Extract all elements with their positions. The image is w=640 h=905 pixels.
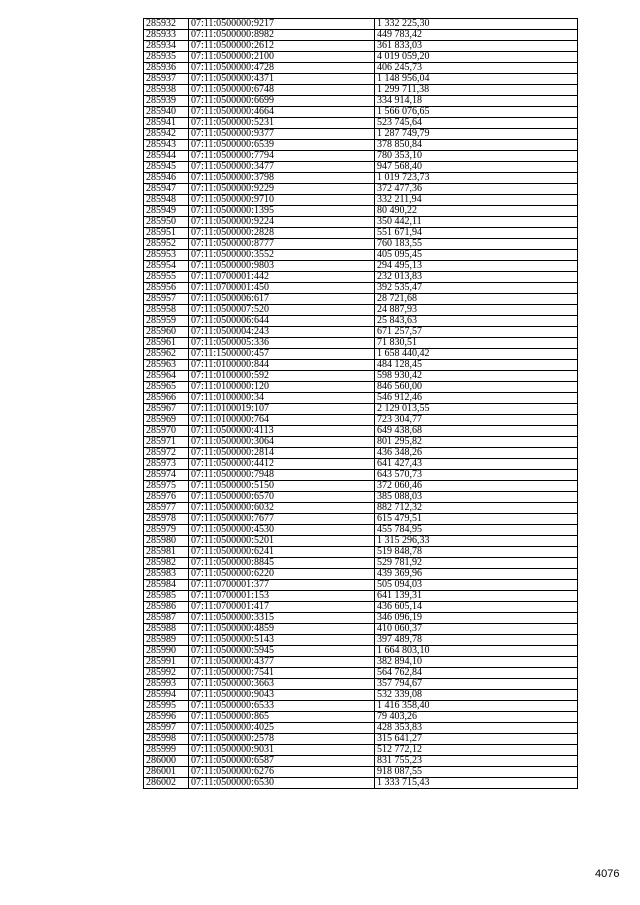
value-cell: 831 755,23 — [375, 756, 578, 767]
value-cell: 671 257,57 — [375, 327, 578, 338]
cadastral-number-cell: 07:11:0500000:5150 — [189, 481, 375, 492]
value-cell: 564 762,84 — [375, 668, 578, 679]
value-cell: 1 416 358,40 — [375, 701, 578, 712]
table-row — [144, 668, 578, 679]
cadastral-number-cell: 07:11:1500000:457 — [189, 349, 375, 360]
row-number-cell: 285973 — [144, 459, 189, 470]
value-cell: 484 128,45 — [375, 360, 578, 371]
row-number-cell: 285983 — [144, 569, 189, 580]
table-row — [144, 514, 578, 525]
row-number-cell: 285941 — [144, 118, 189, 129]
table-row — [144, 657, 578, 668]
table-row — [144, 404, 578, 415]
row-number-cell: 285982 — [144, 558, 189, 569]
cadastral-number-cell: 07:11:0700001:417 — [189, 602, 375, 613]
cadastral-number-cell: 07:11:0500000:4377 — [189, 657, 375, 668]
table-row — [144, 470, 578, 481]
cadastral-number-cell: 07:11:0500000:4728 — [189, 63, 375, 74]
cadastral-number-cell: 07:11:0100000:764 — [189, 415, 375, 426]
value-cell: 1 148 956,04 — [375, 74, 578, 85]
row-number-cell: 285932 — [144, 19, 189, 30]
table-row — [144, 613, 578, 624]
value-cell: 332 211,94 — [375, 195, 578, 206]
cadastral-number-cell: 07:11:0500000:4113 — [189, 426, 375, 437]
row-number-cell: 285980 — [144, 536, 189, 547]
cadastral-number-cell: 07:11:0500006:617 — [189, 294, 375, 305]
value-cell: 410 060,37 — [375, 624, 578, 635]
value-cell: 649 438,68 — [375, 426, 578, 437]
cadastral-number-cell: 07:11:0500000:5201 — [189, 536, 375, 547]
table-row — [144, 217, 578, 228]
row-number-cell: 285976 — [144, 492, 189, 503]
table-row — [144, 569, 578, 580]
value-cell: 392 535,47 — [375, 283, 578, 294]
table-row — [144, 481, 578, 492]
value-cell: 523 745,64 — [375, 118, 578, 129]
value-cell: 519 848,78 — [375, 547, 578, 558]
table-row — [144, 426, 578, 437]
row-number-cell: 285959 — [144, 316, 189, 327]
row-number-cell: 285993 — [144, 679, 189, 690]
value-cell: 1 299 711,38 — [375, 85, 578, 96]
table-row — [144, 767, 578, 778]
cadastral-number-cell: 07:11:0500000:6530 — [189, 778, 375, 789]
value-cell: 546 912,46 — [375, 393, 578, 404]
row-number-cell: 285972 — [144, 448, 189, 459]
table-row — [144, 701, 578, 712]
cadastral-number-cell: 07:11:0500000:3315 — [189, 613, 375, 624]
cadastral-number-cell: 07:11:0500000:3552 — [189, 250, 375, 261]
row-number-cell: 285951 — [144, 228, 189, 239]
table-row — [144, 371, 578, 382]
table-row — [144, 602, 578, 613]
value-cell: 529 781,92 — [375, 558, 578, 569]
cadastral-number-cell: 07:11:0500000:9217 — [189, 19, 375, 30]
value-cell: 350 442,11 — [375, 217, 578, 228]
row-number-cell: 285970 — [144, 426, 189, 437]
cadastral-number-cell: 07:11:0500000:9803 — [189, 261, 375, 272]
table-row — [144, 745, 578, 756]
table-row — [144, 184, 578, 195]
row-number-cell: 285995 — [144, 701, 189, 712]
row-number-cell: 285940 — [144, 107, 189, 118]
value-cell: 1 019 723,73 — [375, 173, 578, 184]
row-number-cell: 285996 — [144, 712, 189, 723]
cadastral-number-cell: 07:11:0500000:865 — [189, 712, 375, 723]
cadastral-number-cell: 07:11:0500000:2100 — [189, 52, 375, 63]
row-number-cell: 285963 — [144, 360, 189, 371]
row-number-cell: 285981 — [144, 547, 189, 558]
cadastral-number-cell: 07:11:0500007:520 — [189, 305, 375, 316]
row-number-cell: 285984 — [144, 580, 189, 591]
table-row — [144, 448, 578, 459]
value-cell: 1 566 076,65 — [375, 107, 578, 118]
value-cell: 615 479,51 — [375, 514, 578, 525]
table-row — [144, 360, 578, 371]
value-cell: 780 353,10 — [375, 151, 578, 162]
row-number-cell: 285967 — [144, 404, 189, 415]
value-cell: 760 183,55 — [375, 239, 578, 250]
row-number-cell: 285991 — [144, 657, 189, 668]
table-row — [144, 107, 578, 118]
table-row — [144, 382, 578, 393]
value-cell: 512 772,12 — [375, 745, 578, 756]
cadastral-number-cell: 07:11:0100000:120 — [189, 382, 375, 393]
table-row — [144, 272, 578, 283]
row-number-cell: 285958 — [144, 305, 189, 316]
row-number-cell: 285935 — [144, 52, 189, 63]
cadastral-number-cell: 07:11:0500000:4371 — [189, 74, 375, 85]
value-cell: 361 833,03 — [375, 41, 578, 52]
cadastral-number-cell: 07:11:0500000:7677 — [189, 514, 375, 525]
cadastral-number-cell: 07:11:0500000:6587 — [189, 756, 375, 767]
row-number-cell: 285948 — [144, 195, 189, 206]
table-row — [144, 415, 578, 426]
table-row — [144, 151, 578, 162]
table-row — [144, 129, 578, 140]
row-number-cell: 285999 — [144, 745, 189, 756]
row-number-cell: 285990 — [144, 646, 189, 657]
table-row — [144, 52, 578, 63]
row-number-cell: 285992 — [144, 668, 189, 679]
table-row — [144, 690, 578, 701]
cadastral-number-cell: 07:11:0500000:2828 — [189, 228, 375, 239]
table-row — [144, 261, 578, 272]
cadastral-number-cell: 07:11:0500005:336 — [189, 338, 375, 349]
cadastral-number-cell: 07:11:0100019:107 — [189, 404, 375, 415]
table-row — [144, 327, 578, 338]
value-cell: 1 664 803,10 — [375, 646, 578, 657]
table-row — [144, 459, 578, 470]
cadastral-number-cell: 07:11:0500000:4412 — [189, 459, 375, 470]
value-cell: 428 353,83 — [375, 723, 578, 734]
row-number-cell: 285960 — [144, 327, 189, 338]
table-row — [144, 63, 578, 74]
table-row — [144, 162, 578, 173]
table-row — [144, 756, 578, 767]
value-cell: 315 641,27 — [375, 734, 578, 745]
value-cell: 801 295,82 — [375, 437, 578, 448]
value-cell: 505 094,03 — [375, 580, 578, 591]
row-number-cell: 285987 — [144, 613, 189, 624]
table-row — [144, 41, 578, 52]
value-cell: 25 843,63 — [375, 316, 578, 327]
value-cell: 643 570,73 — [375, 470, 578, 481]
table-row — [144, 558, 578, 569]
cadastral-number-cell: 07:11:0500006:644 — [189, 316, 375, 327]
cadastral-number-cell: 07:11:0700001:442 — [189, 272, 375, 283]
row-number-cell: 285950 — [144, 217, 189, 228]
table-row — [144, 536, 578, 547]
table-row — [144, 173, 578, 184]
row-number-cell: 285949 — [144, 206, 189, 217]
cadastral-number-cell: 07:11:0500000:5143 — [189, 635, 375, 646]
row-number-cell: 285953 — [144, 250, 189, 261]
value-cell: 357 794,67 — [375, 679, 578, 690]
table-row — [144, 547, 578, 558]
table-row — [144, 74, 578, 85]
row-number-cell: 285938 — [144, 85, 189, 96]
row-number-cell: 285956 — [144, 283, 189, 294]
cadastral-number-cell: 07:11:0500000:4664 — [189, 107, 375, 118]
cadastral-number-cell: 07:11:0500000:5945 — [189, 646, 375, 657]
cadastral-number-cell: 07:11:0700001:377 — [189, 580, 375, 591]
table-row — [144, 250, 578, 261]
row-number-cell: 285965 — [144, 382, 189, 393]
cadastral-number-cell: 07:11:0500000:7541 — [189, 668, 375, 679]
cadastral-number-cell: 07:11:0500000:9710 — [189, 195, 375, 206]
value-cell: 641 427,43 — [375, 459, 578, 470]
row-number-cell: 285978 — [144, 514, 189, 525]
row-number-cell: 285934 — [144, 41, 189, 52]
row-number-cell: 285988 — [144, 624, 189, 635]
table-row — [144, 525, 578, 536]
value-cell: 372 060,46 — [375, 481, 578, 492]
cadastral-number-cell: 07:11:0500000:1395 — [189, 206, 375, 217]
cadastral-number-cell: 07:11:0500004:243 — [189, 327, 375, 338]
cadastral-number-cell: 07:11:0700001:450 — [189, 283, 375, 294]
cadastral-number-cell: 07:11:0500000:7948 — [189, 470, 375, 481]
row-number-cell: 285986 — [144, 602, 189, 613]
cadastral-number-cell: 07:11:0500000:6699 — [189, 96, 375, 107]
row-number-cell: 285975 — [144, 481, 189, 492]
value-cell: 436 348,26 — [375, 448, 578, 459]
table-row — [144, 591, 578, 602]
table-row — [144, 734, 578, 745]
value-cell: 385 088,03 — [375, 492, 578, 503]
value-cell: 232 013,83 — [375, 272, 578, 283]
cadastral-number-cell: 07:11:0500000:3477 — [189, 162, 375, 173]
value-cell: 71 830,51 — [375, 338, 578, 349]
value-cell: 641 139,31 — [375, 591, 578, 602]
cadastral-number-cell: 07:11:0100000:592 — [189, 371, 375, 382]
value-cell: 1 315 296,33 — [375, 536, 578, 547]
value-cell: 1 332 225,30 — [375, 19, 578, 30]
value-cell: 4 019 059,20 — [375, 52, 578, 63]
row-number-cell: 285994 — [144, 690, 189, 701]
value-cell: 439 369,96 — [375, 569, 578, 580]
cadastral-number-cell: 07:11:0500000:3798 — [189, 173, 375, 184]
cadastral-number-cell: 07:11:0500000:6241 — [189, 547, 375, 558]
table-row — [144, 305, 578, 316]
table-row — [144, 712, 578, 723]
value-cell: 1 287 749,79 — [375, 129, 578, 140]
value-cell: 80 490,22 — [375, 206, 578, 217]
row-number-cell: 285933 — [144, 30, 189, 41]
value-cell: 882 712,32 — [375, 503, 578, 514]
value-cell: 846 560,00 — [375, 382, 578, 393]
cadastral-number-cell: 07:11:0500000:9377 — [189, 129, 375, 140]
table-row — [144, 679, 578, 690]
table-row — [144, 96, 578, 107]
cadastral-number-cell: 07:11:0500000:2578 — [189, 734, 375, 745]
cadastral-number-cell: 07:11:0500000:6539 — [189, 140, 375, 151]
table-row — [144, 503, 578, 514]
value-cell: 1 658 440,42 — [375, 349, 578, 360]
row-number-cell: 285989 — [144, 635, 189, 646]
value-cell: 24 887,93 — [375, 305, 578, 316]
cadastral-number-cell: 07:11:0500000:2814 — [189, 448, 375, 459]
cadastral-number-cell: 07:11:0500000:5231 — [189, 118, 375, 129]
cadastral-number-cell: 07:11:0500000:7794 — [189, 151, 375, 162]
row-number-cell: 285979 — [144, 525, 189, 536]
row-number-cell: 286002 — [144, 778, 189, 789]
row-number-cell: 285939 — [144, 96, 189, 107]
row-number-cell: 285977 — [144, 503, 189, 514]
cadastral-number-cell: 07:11:0500000:8982 — [189, 30, 375, 41]
row-number-cell: 285937 — [144, 74, 189, 85]
table-row — [144, 118, 578, 129]
cadastral-number-cell: 07:11:0500000:3663 — [189, 679, 375, 690]
value-cell: 378 850,84 — [375, 140, 578, 151]
cadastral-number-cell: 07:11:0500000:4859 — [189, 624, 375, 635]
row-number-cell: 285946 — [144, 173, 189, 184]
row-number-cell: 286001 — [144, 767, 189, 778]
row-number-cell: 285943 — [144, 140, 189, 151]
table-row — [144, 393, 578, 404]
page-number: 4076 — [595, 868, 620, 880]
table-row — [144, 635, 578, 646]
table-row — [144, 30, 578, 41]
value-cell: 532 339,08 — [375, 690, 578, 701]
cadastral-number-cell: 07:11:0500000:6220 — [189, 569, 375, 580]
value-cell: 406 245,73 — [375, 63, 578, 74]
cadastral-number-cell: 07:11:0500000:2612 — [189, 41, 375, 52]
row-number-cell: 285969 — [144, 415, 189, 426]
cadastral-number-cell: 07:11:0500000:9031 — [189, 745, 375, 756]
cadastral-number-cell: 07:11:0500000:8845 — [189, 558, 375, 569]
table-row — [144, 624, 578, 635]
cadastral-number-cell: 07:11:0500000:6570 — [189, 492, 375, 503]
table-row — [144, 646, 578, 657]
row-number-cell: 285966 — [144, 393, 189, 404]
value-cell: 294 495,13 — [375, 261, 578, 272]
row-number-cell: 285957 — [144, 294, 189, 305]
table-row — [144, 239, 578, 250]
value-cell: 947 568,40 — [375, 162, 578, 173]
cadastral-number-cell: 07:11:0100000:844 — [189, 360, 375, 371]
value-cell: 723 304,77 — [375, 415, 578, 426]
row-number-cell: 285945 — [144, 162, 189, 173]
row-number-cell: 285998 — [144, 734, 189, 745]
table-body — [144, 19, 578, 789]
cadastral-number-cell: 07:11:0700001:153 — [189, 591, 375, 602]
row-number-cell: 286000 — [144, 756, 189, 767]
cadastral-value-table — [143, 18, 578, 789]
cadastral-number-cell: 07:11:0500000:9229 — [189, 184, 375, 195]
table-row — [144, 580, 578, 591]
row-number-cell: 285974 — [144, 470, 189, 481]
table-row — [144, 349, 578, 360]
row-number-cell: 285962 — [144, 349, 189, 360]
value-cell: 346 096,19 — [375, 613, 578, 624]
table-row — [144, 492, 578, 503]
value-cell: 1 333 715,43 — [375, 778, 578, 789]
row-number-cell: 285944 — [144, 151, 189, 162]
cadastral-number-cell: 07:11:0500000:6276 — [189, 767, 375, 778]
row-number-cell: 285964 — [144, 371, 189, 382]
cadastral-number-cell: 07:11:0500000:6748 — [189, 85, 375, 96]
table-row — [144, 316, 578, 327]
table-row — [144, 338, 578, 349]
cadastral-number-cell: 07:11:0500000:3064 — [189, 437, 375, 448]
table-row — [144, 723, 578, 734]
value-cell: 449 783,42 — [375, 30, 578, 41]
cadastral-number-cell: 07:11:0500000:9224 — [189, 217, 375, 228]
value-cell: 2 129 013,55 — [375, 404, 578, 415]
cadastral-number-cell: 07:11:0500000:8777 — [189, 239, 375, 250]
cadastral-number-cell: 07:11:0100000:34 — [189, 393, 375, 404]
row-number-cell: 285954 — [144, 261, 189, 272]
table-row — [144, 206, 578, 217]
value-cell: 79 403,26 — [375, 712, 578, 723]
row-number-cell: 285942 — [144, 129, 189, 140]
value-cell: 598 930,42 — [375, 371, 578, 382]
row-number-cell: 285936 — [144, 63, 189, 74]
table-row — [144, 294, 578, 305]
row-number-cell: 285971 — [144, 437, 189, 448]
table-row — [144, 19, 578, 30]
value-cell: 455 784,95 — [375, 525, 578, 536]
row-number-cell: 285947 — [144, 184, 189, 195]
table-row — [144, 778, 578, 789]
value-cell: 28 721,68 — [375, 294, 578, 305]
cadastral-number-cell: 07:11:0500000:4025 — [189, 723, 375, 734]
row-number-cell: 285955 — [144, 272, 189, 283]
value-cell: 918 087,55 — [375, 767, 578, 778]
table-row — [144, 437, 578, 448]
value-cell: 334 914,18 — [375, 96, 578, 107]
table-row — [144, 228, 578, 239]
table-row — [144, 195, 578, 206]
cadastral-number-cell: 07:11:0500000:6533 — [189, 701, 375, 712]
value-cell: 551 671,94 — [375, 228, 578, 239]
value-cell: 436 605,14 — [375, 602, 578, 613]
value-cell: 372 477,36 — [375, 184, 578, 195]
table-row — [144, 140, 578, 151]
row-number-cell: 285985 — [144, 591, 189, 602]
value-cell: 382 894,10 — [375, 657, 578, 668]
value-cell: 405 095,45 — [375, 250, 578, 261]
value-cell: 397 489,78 — [375, 635, 578, 646]
table-row — [144, 85, 578, 96]
cadastral-number-cell: 07:11:0500000:4530 — [189, 525, 375, 536]
table-row — [144, 283, 578, 294]
cadastral-number-cell: 07:11:0500000:6032 — [189, 503, 375, 514]
cadastral-number-cell: 07:11:0500000:9043 — [189, 690, 375, 701]
row-number-cell: 285997 — [144, 723, 189, 734]
row-number-cell: 285952 — [144, 239, 189, 250]
row-number-cell: 285961 — [144, 338, 189, 349]
